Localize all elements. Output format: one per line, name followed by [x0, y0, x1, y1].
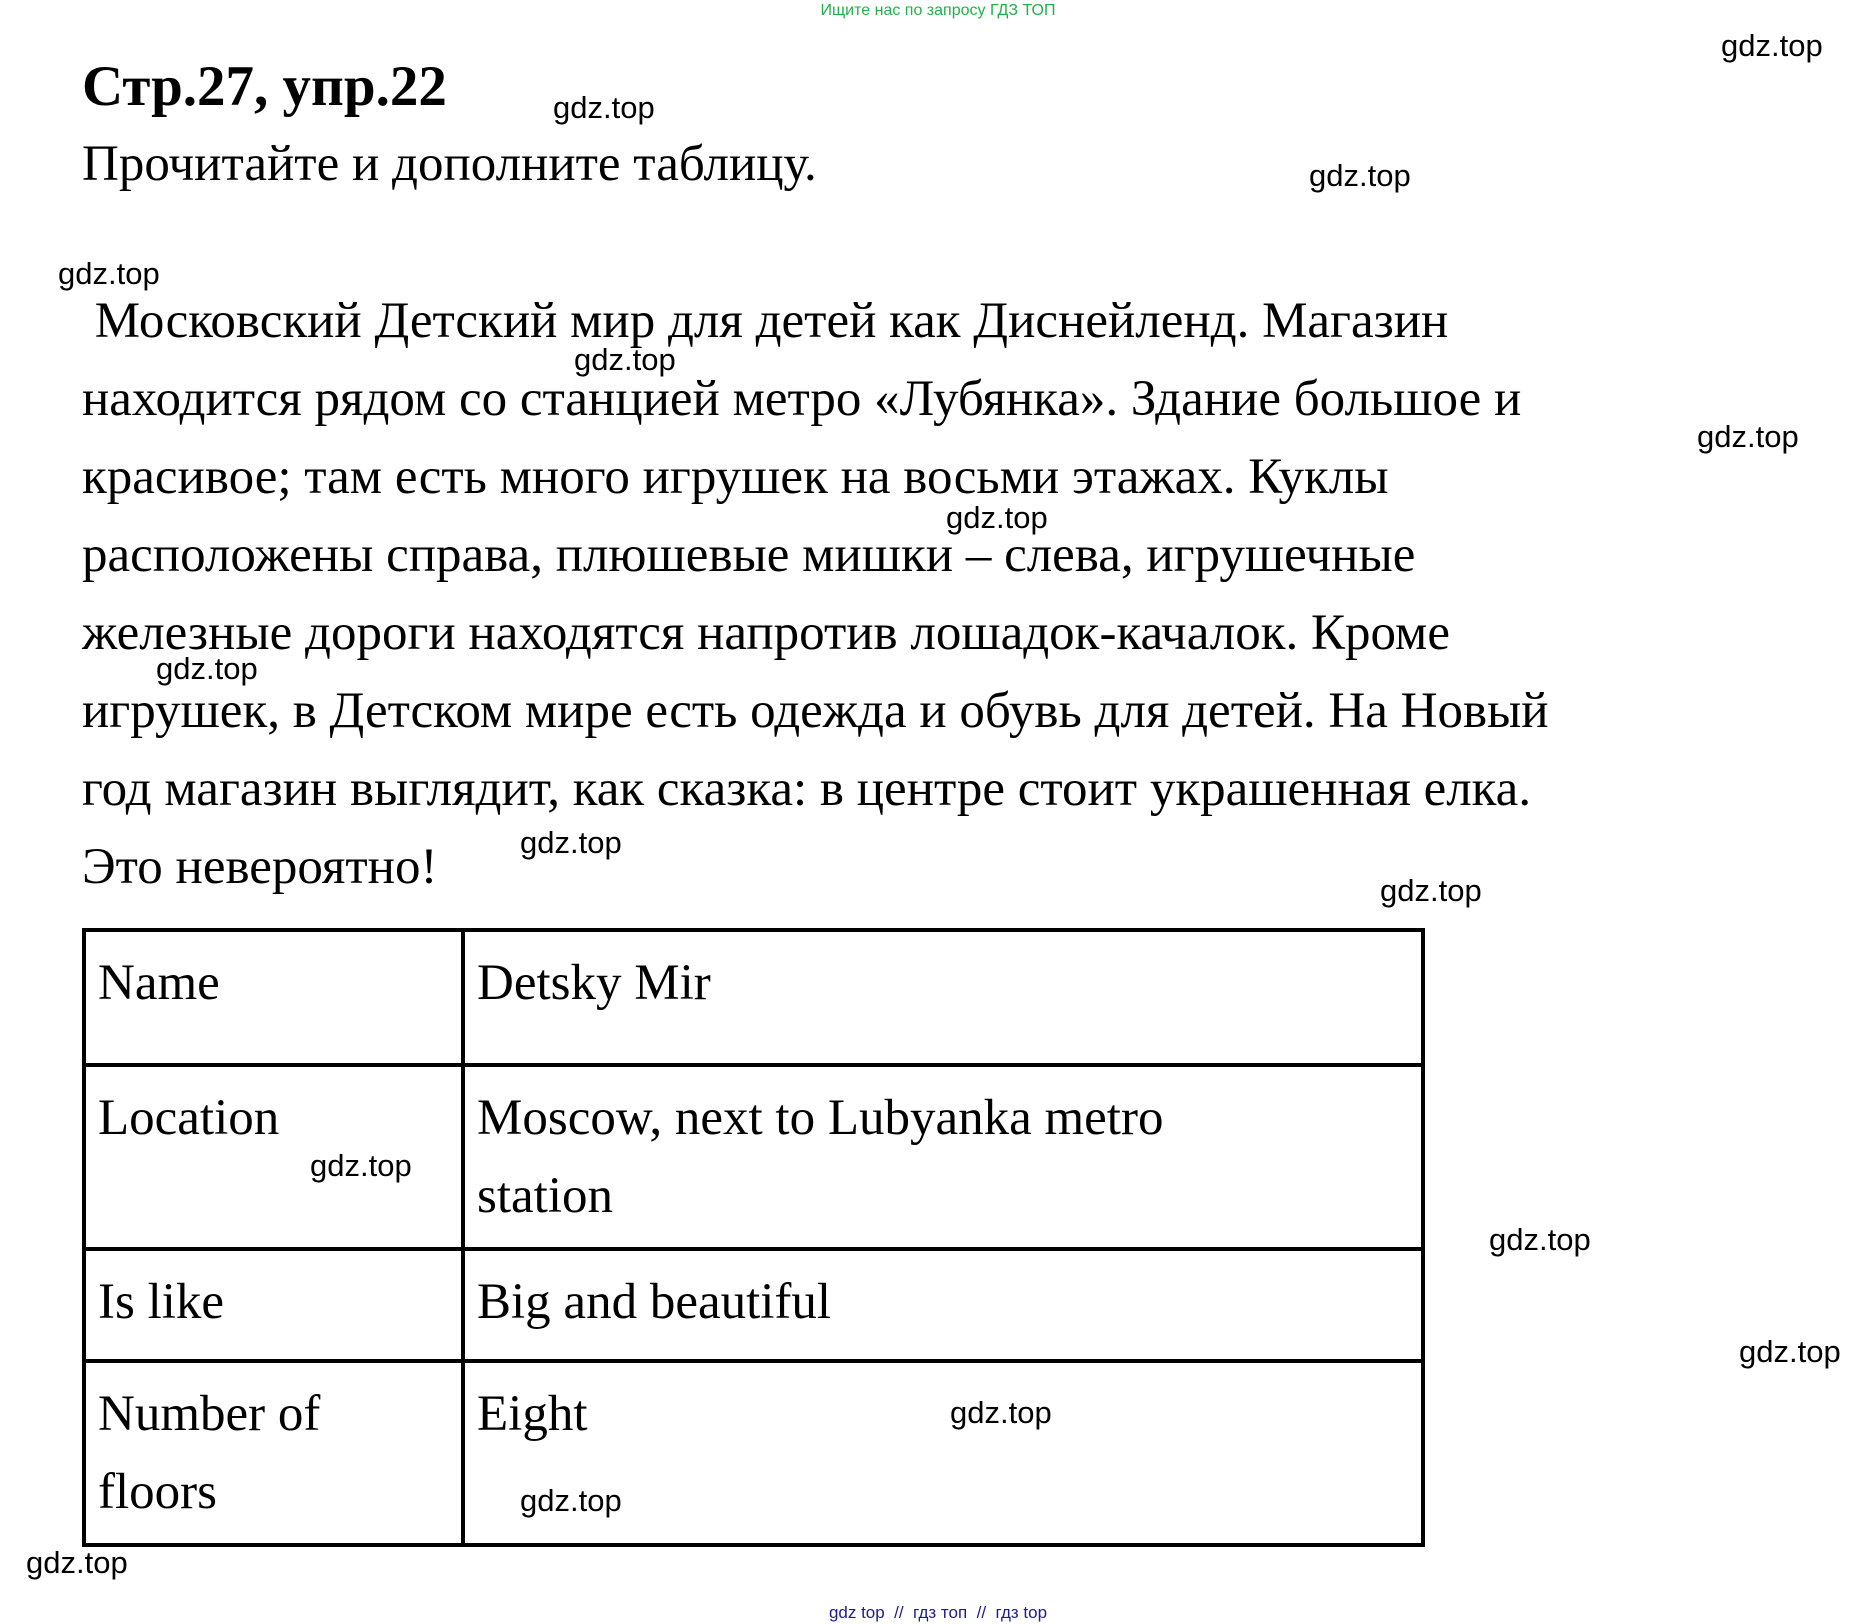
- watermark: gdz.top: [574, 342, 676, 377]
- cell-text: Number of: [98, 1386, 321, 1442]
- watermark: gdz.top: [1489, 1222, 1591, 1257]
- page-title: Стр.27, упр.22: [82, 55, 447, 118]
- watermark: gdz.top: [520, 1483, 622, 1518]
- watermark: gdz.top: [946, 500, 1048, 535]
- watermark: gdz.top: [1721, 28, 1823, 63]
- passage-line: железные дороги находятся напротив лошадок-качалок. Кроме: [82, 605, 1450, 661]
- passage-line: находится рядом со станцией метро «Лубянка». Здание большое и: [82, 371, 1522, 427]
- passage-line: Это невероятно!: [82, 839, 438, 895]
- cell-text: Name: [98, 955, 220, 1011]
- table-row: [84, 1361, 1423, 1545]
- cell-text: Detsky Mir: [477, 955, 711, 1011]
- table-label-cell: [84, 1249, 463, 1361]
- watermark: gdz.top: [1697, 419, 1799, 454]
- watermark: gdz.top: [26, 1545, 128, 1580]
- passage-line: красивое; там есть много игрушек на восьми этажах. Куклы: [82, 449, 1389, 505]
- table-label-cell: [84, 930, 463, 1065]
- watermark: gdz.top: [58, 256, 160, 291]
- passage-line: расположены справа, плюшевые мишки – слева, игрушечные: [82, 527, 1416, 583]
- watermark: gdz.top: [1380, 873, 1482, 908]
- watermark: gdz.top: [553, 90, 655, 125]
- watermark: gdz.top: [1309, 158, 1411, 193]
- passage-line: игрушек, в Детском мире есть одежда и обувь для детей. На Новый: [82, 683, 1549, 739]
- cell-text: Is like: [98, 1274, 225, 1330]
- info-table: [82, 928, 1425, 1547]
- cell-text: Location: [98, 1090, 280, 1146]
- passage-line: год магазин выглядит, как сказка: в центре стоит украшенная елка.: [82, 761, 1532, 817]
- cell-text: Moscow, next to Lubyanka metro: [477, 1090, 1164, 1146]
- search-banner: Ищите нас по запросу ГДЗ ТОП: [820, 2, 1056, 19]
- table-label-cell: [84, 1361, 463, 1545]
- passage-line: Московский Детский мир для детей как Диснейленд. Магазин: [82, 293, 1449, 349]
- table-value-cell: [463, 930, 1423, 1065]
- watermark: gdz.top: [520, 825, 622, 860]
- cell-text: Eight: [477, 1386, 588, 1442]
- exercise-instruction: Прочитайте и дополните таблицу.: [82, 136, 817, 192]
- watermark: gdz.top: [156, 651, 258, 686]
- footer-links: gdz top // гдз топ // гдз top: [828, 1603, 1048, 1622]
- table-row: [84, 930, 1423, 1065]
- cell-text: Big and beautiful: [477, 1274, 832, 1330]
- watermark: gdz.top: [950, 1395, 1052, 1430]
- cell-text: station: [477, 1168, 613, 1224]
- watermark: gdz.top: [1739, 1334, 1841, 1369]
- table-row: [84, 1065, 1423, 1249]
- cell-text: floors: [98, 1464, 217, 1520]
- table-value-cell: [463, 1249, 1423, 1361]
- watermark: gdz.top: [310, 1148, 412, 1183]
- table-row: [84, 1249, 1423, 1361]
- reading-passage: [82, 282, 1802, 906]
- table-value-cell: [463, 1065, 1423, 1249]
